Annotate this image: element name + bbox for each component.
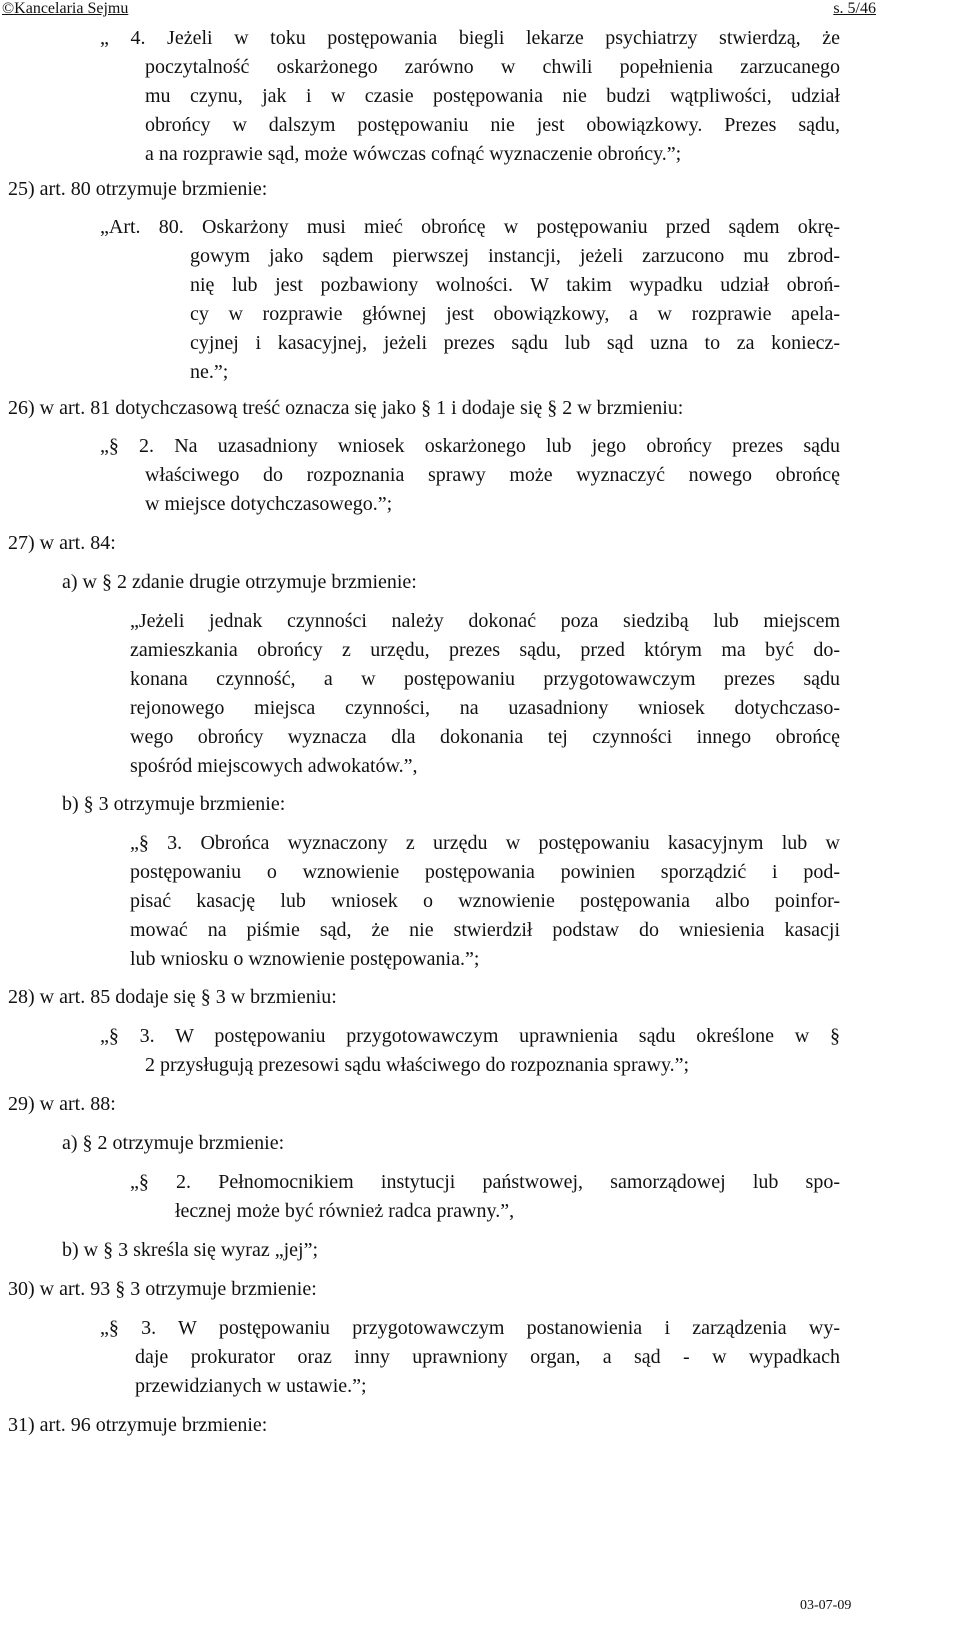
amendment-point: 26) w art. 81 dotychczasową treść oznacza się jako § 1 i dodaje się § 2 w brzmieniu: [8,397,684,419]
text-line: „Art. 80. Oskarżony musi mieć obrońcę w postępowaniu przed sądem okrę- [100,216,840,238]
sub-point: b) § 3 otrzymuje brzmienie: [62,793,286,815]
text-line: przewidzianych w ustawie.”; [135,1375,367,1397]
text-line: mować na piśmie sąd, że nie stwierdził podstaw do wniesienia kasacji [130,919,840,941]
text-line: cy w rozprawie głównej jest obowiązkowy, a w rozprawie apela- [190,303,840,325]
text-line: 2 przysługują prezesowi sądu właściwego do rozpoznania sprawy.”; [145,1054,690,1076]
sub-point: a) w § 2 zdanie drugie otrzymuje brzmienie: [62,571,417,593]
amendment-point: 30) w art. 93 § 3 otrzymuje brzmienie: [8,1278,317,1300]
amendment-point: 31) art. 96 otrzymuje brzmienie: [8,1414,268,1436]
text-line: konana czynność, a w postępowaniu przygotowawczym prezes sądu [130,668,840,690]
text-line: łecznej może być również radca prawny.”, [175,1200,515,1222]
text-line: właściwego do rozpoznania sprawy może wyznaczyć nowego obrońcę [145,464,840,486]
text-line: „§ 3. W postępowaniu przygotowawczym uprawnienia sądu określone w § [100,1025,840,1047]
text-line: cyjnej i kasacyjnej, jeżeli prezes sądu lub sąd uzna to za koniecz- [190,332,840,354]
text-line: spośród miejscowych adwokatów.”, [130,755,418,777]
text-line: mu czynu, jak i w czasie postępowania nie budzi wątpliwości, udział [145,85,840,107]
amendment-point: 27) w art. 84: [8,532,116,554]
text-line: ne.”; [190,361,229,383]
publisher-label: ©Kancelaria Sejmu [2,0,129,17]
text-line: w miejsce dotychczasowego.”; [145,493,393,515]
page-header [0,0,960,24]
text-line: pisać kasację lub wniosek o wznowienie postępowania albo poinfor- [130,890,840,912]
text-line: obrońcy w dalszym postępowaniu nie jest obowiązkowy. Prezes sądu, [145,114,840,136]
text-line: daje prokurator oraz inny uprawniony organ, a sąd - w wypadkach [135,1346,840,1368]
sub-point: a) § 2 otrzymuje brzmienie: [62,1132,285,1154]
text-line: wego obrońcy wyznacza dla dokonania tej czynności innego obrońcę [130,726,840,748]
text-line: a na rozprawie sąd, może wówczas cofnąć wyznaczenie obrońcy.”; [145,143,682,165]
text-line: „§ 3. Obrońca wyznaczony z urzędu w postępowaniu kasacyjnym lub w [130,832,840,854]
text-line: lub wniosku o wznowienie postępowania.”; [130,948,480,970]
text-line: gowym jako sądem pierwszej instancji, jeżeli zarzucono mu zbrod- [190,245,840,267]
page-number: s. 5/46 [833,0,876,17]
document-date: 03-07-09 [800,1598,852,1613]
amendment-point: 29) w art. 88: [8,1093,116,1115]
text-line: „§ 3. W postępowaniu przygotowawczym postanowienia i zarządzenia wy- [100,1317,840,1339]
text-line: nię lub jest pozbawiony wolności. W takim wypadku udział obroń- [190,274,840,296]
text-line: postępowaniu o wznowienie postępowania powinien sporządzić i pod- [130,861,840,883]
text-line: rejonowego miejsca czynności, na uzasadniony wniosek dotychczaso- [130,697,840,719]
text-line: „ 4. Jeżeli w toku postępowania biegli lekarze psychiatrzy stwierdzą, że [100,27,840,49]
text-line: „§ 2. Pełnomocnikiem instytucji państwowej, samorządowej lub spo- [130,1171,840,1193]
text-line: poczytalność oskarżonego zarówno w chwili popełnienia zarzucanego [145,56,840,78]
text-line: „Jeżeli jednak czynności należy dokonać poza siedzibą lub miejscem [130,610,840,632]
amendment-point: 28) w art. 85 dodaje się § 3 w brzmieniu: [8,986,337,1008]
sub-point: b) w § 3 skreśla się wyraz „jej”; [62,1239,319,1261]
text-line: „§ 2. Na uzasadniony wniosek oskarżonego lub jego obrońcy prezes sądu [100,435,840,457]
amendment-point: 25) art. 80 otrzymuje brzmienie: [8,178,268,200]
text-line: zamieszkania obrońcy z urzędu, prezes sądu, przed którym ma być do- [130,639,840,661]
